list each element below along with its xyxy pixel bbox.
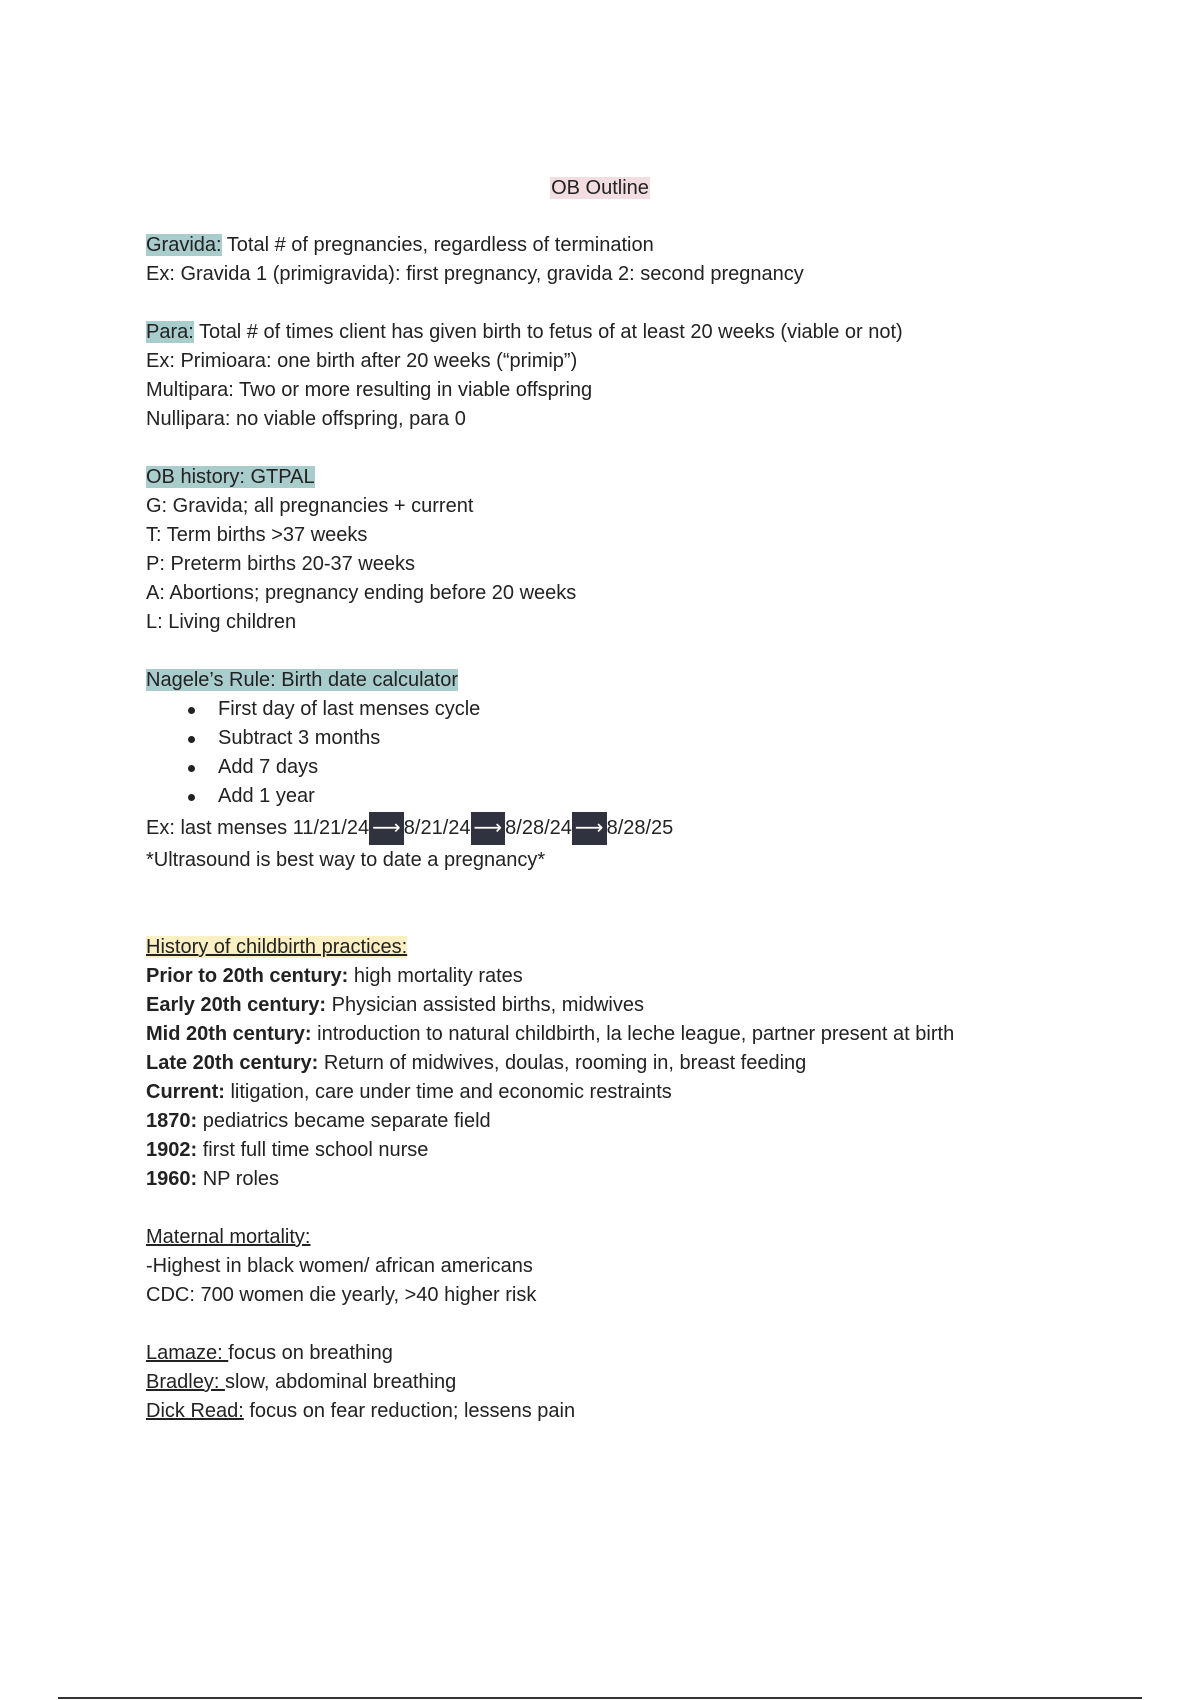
arrow-right-icon: ⟶	[572, 812, 607, 845]
document-body	[146, 231, 1086, 1426]
para-example: Ex: Primioara: one birth after 20 weeks (“primip”)	[146, 350, 578, 372]
gravida-line	[146, 231, 1086, 260]
method-bradley: Bradley: slow, abdominal breathing	[146, 1371, 457, 1393]
history-heading: History of childbirth practices:	[146, 936, 408, 958]
history-item: 1960: NP roles	[146, 1168, 280, 1190]
list-item: Add 1 year	[146, 782, 1086, 811]
history-item: 1870: pediatrics became separate field	[146, 1110, 491, 1132]
gtpal-g-line: G: Gravida; all pregnancies + current	[146, 495, 474, 517]
maternal-heading: Maternal mortality:	[146, 1226, 311, 1248]
gravida-term: Gravida:	[146, 234, 222, 256]
nullipara-line: Nullipara: no viable offspring, para 0	[146, 408, 466, 430]
ob-history-heading: OB history: GTPAL	[146, 466, 315, 488]
gtpal-t-line: T: Term births >37 weeks	[146, 524, 368, 546]
multipara-line: Multipara: Two or more resulting in viable offspring	[146, 379, 593, 401]
nagele-example: Ex: last menses 11/21/24 ⟶ 8/21/24 ⟶ 8/28/24 ⟶ 8/28/25	[146, 811, 1086, 846]
gtpal-l-line: L: Living children	[146, 611, 297, 633]
para-line	[146, 318, 1086, 347]
arrow-right-icon: ⟶	[471, 812, 506, 845]
history-item: Mid 20th century: introduction to natural childbirth, la leche league, partner present at birth	[146, 1023, 955, 1045]
method-lamaze: Lamaze: focus on breathing	[146, 1342, 393, 1364]
gravida-example: Ex: Gravida 1 (primigravida): first pregnancy, gravida 2: second pregnancy	[146, 263, 804, 285]
list-item: Add 7 days	[146, 753, 1086, 782]
nagele-heading: Nagele’s Rule: Birth date calculator	[146, 669, 459, 691]
gtpal-p-line: P: Preterm births 20-37 weeks	[146, 553, 415, 575]
ultrasound-note: *Ultrasound is best way to date a pregnancy*	[146, 849, 546, 871]
gtpal-a-line: A: Abortions; pregnancy ending before 20 weeks	[146, 582, 577, 604]
history-item: Early 20th century: Physician assisted births, midwives	[146, 994, 644, 1016]
document-title: OB Outline	[551, 177, 649, 199]
history-item: Prior to 20th century: high mortality rates	[146, 965, 523, 987]
maternal-line: CDC: 700 women die yearly, >40 higher risk	[146, 1284, 537, 1306]
para-term: Para:	[146, 321, 194, 343]
para-definition: Total # of times client has given birth to fetus of at least 20 weeks (viable or not)	[193, 321, 903, 343]
gravida-definition: Total # of pregnancies, regardless of termination	[221, 234, 654, 256]
page-bottom-rule	[58, 1697, 1142, 1699]
history-item: Current: litigation, care under time and economic restraints	[146, 1081, 672, 1103]
arrow-right-icon: ⟶	[369, 812, 404, 845]
maternal-line: -Highest in black women/ african americans	[146, 1255, 533, 1277]
list-item: First day of last menses cycle	[146, 695, 1086, 724]
history-item: 1902: first full time school nurse	[146, 1139, 429, 1161]
nagele-steps-list	[146, 695, 1086, 811]
list-item: Subtract 3 months	[146, 724, 1086, 753]
history-item: Late 20th century: Return of midwives, doulas, rooming in, breast feeding	[146, 1052, 807, 1074]
method-dick-read: Dick Read: focus on fear reduction; lessens pain	[146, 1400, 576, 1422]
